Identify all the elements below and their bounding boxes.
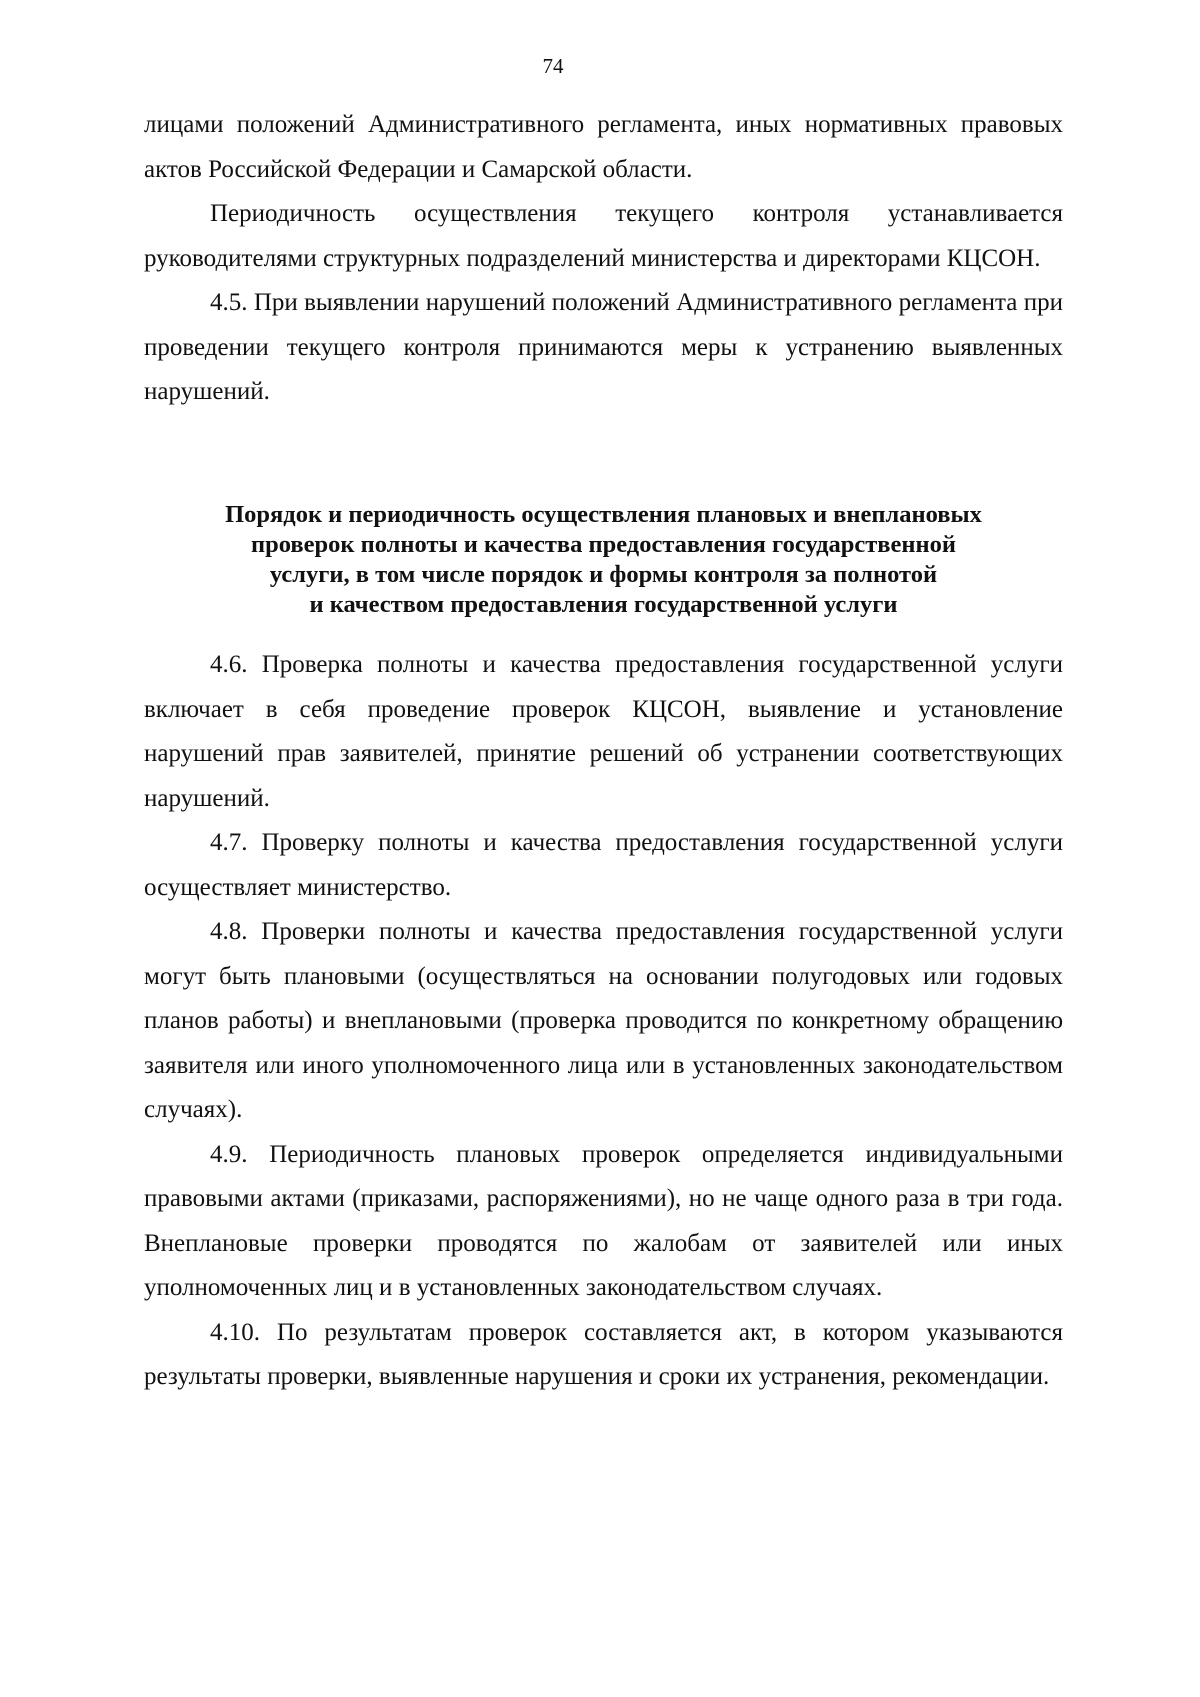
paragraph-4-6: 4.6. Проверка полноты и качества предоставления государственной услуги включает в себя проведение проверок КЦСОН, выявление и установление нарушений прав заявителей, принятие решений об устранении соответствующих нарушений. (144, 651, 1063, 812)
paragraph-periodicity: Периодичность осуществления текущего контроля устанавливается руководителями структурных подразделений министерства и директорами КЦСОН. (144, 200, 1063, 272)
paragraph-4-7: 4.7. Проверку полноты и качества предоставления государственной услуги осуществляет министерство. (144, 829, 1063, 901)
paragraph-continuation: лицами положений Административного регламента, иных нормативных правовых актов Российской Федерации и Самарской области. (144, 111, 1063, 183)
heading-line: проверок полноты и качества предоставления государственной (251, 531, 956, 558)
text-section-bottom (144, 643, 1063, 1400)
heading-line: услуги, в том числе порядок и формы контроля за полнотой (269, 561, 938, 588)
text-section-top (144, 103, 1063, 415)
heading-line: Порядок и периодичность осуществления плановых и внеплановых (225, 501, 982, 528)
page-number: 74 (542, 54, 564, 78)
section-heading (144, 500, 1063, 620)
heading-line: и качеством предоставления государственной услуги (309, 591, 898, 618)
paragraph-4-10: 4.10. По результатам проверок составляется акт, в котором указываются результаты проверки, выявленные нарушения и сроки их устранения, рекомендации. (144, 1318, 1063, 1390)
paragraph-4-9: 4.9. Периодичность плановых проверок определяется индивидуальными правовыми актами (приказами, распоряжениями), но не чаще одного раза в три года. Внеплановые проверки проводятся по жалобам от заявителей или иных уполномоченных лиц и в установленных законодательством случаях. (144, 1140, 1063, 1301)
paragraph-4-8: 4.8. Проверки полноты и качества предоставления государственной услуги могут быть плановыми (осуществляться на основании полугодовых или годовых планов работы) и внеплановыми (проверка проводится по конкретному обращению заявителя или иного уполномоченного лица или в установленных законодательством случаях). (144, 918, 1063, 1123)
paragraph-4-5: 4.5. При выявлении нарушений положений Административного регламента при проведении текущего контроля принимаются меры к устранению выявленных нарушений. (144, 289, 1063, 405)
